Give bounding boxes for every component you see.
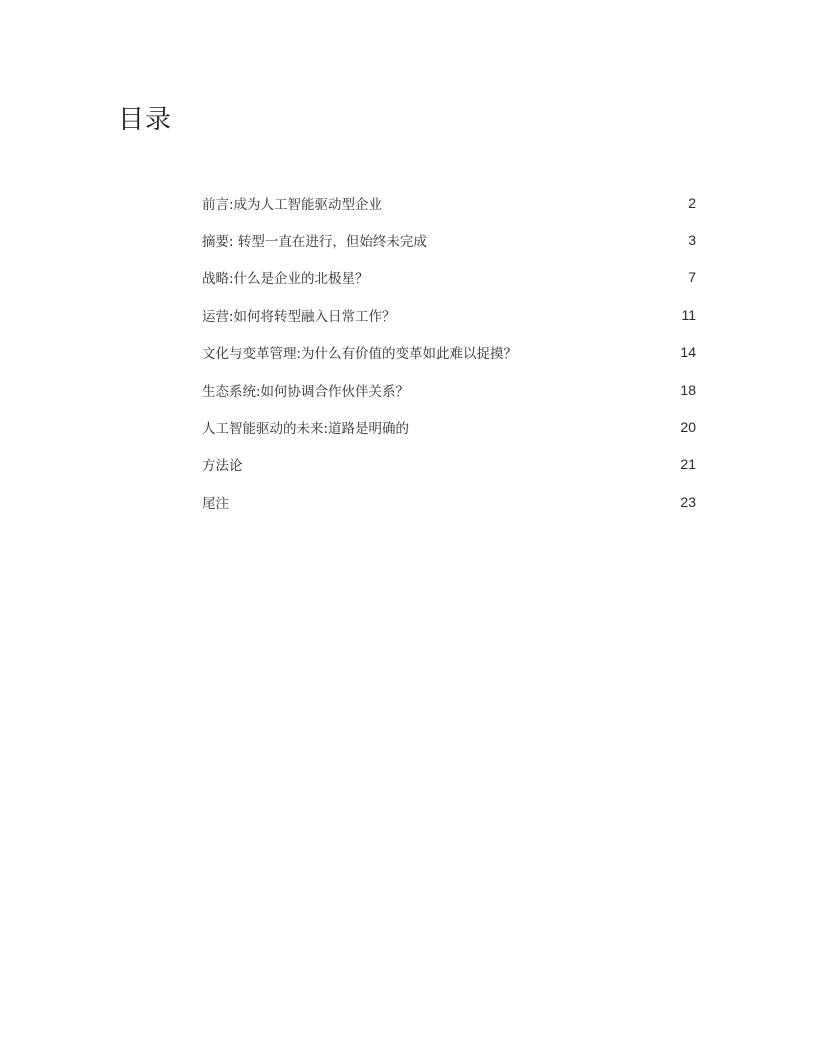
toc-entry-future[interactable]	[202, 408, 696, 445]
toc-entry-page: 21	[680, 456, 696, 473]
toc-entry-page: 14	[680, 344, 696, 361]
toc-entry-endnotes[interactable]	[202, 483, 696, 520]
toc-entry-title: 尾注	[202, 495, 229, 512]
toc-entry-ecosystem[interactable]	[202, 371, 696, 408]
toc-entry-title: 人工智能驱动的未来:道路是明确的	[202, 421, 410, 438]
toc-entry-page: 18	[680, 381, 696, 398]
toc-entry-title: 方法论	[202, 458, 243, 475]
toc-entry-title: 摘要: 转型一直在进行，但始终未完成	[202, 234, 427, 251]
toc-entry-operations[interactable]	[202, 296, 696, 333]
page-title: 目录	[118, 105, 173, 135]
toc-entry-page: 3	[688, 232, 696, 249]
toc-entry-foreword[interactable]	[202, 184, 696, 221]
toc-entry-page: 2	[688, 194, 696, 211]
toc-entry-page: 20	[680, 419, 696, 436]
toc-entry-culture[interactable]	[202, 334, 696, 371]
toc-entry-page: 11	[681, 306, 696, 323]
toc-entry-title: 战略:什么是企业的北极星？	[202, 271, 369, 288]
toc-entry-strategy[interactable]	[202, 259, 696, 296]
table-of-contents	[202, 184, 696, 521]
toc-entry-title: 生态系统:如何协调合作伙伴关系？	[202, 383, 410, 400]
toc-entry-page: 7	[688, 269, 696, 286]
toc-entry-page: 23	[680, 493, 696, 510]
toc-entry-title: 文化与变革管理:为什么有价值的变革如此难以捉摸？	[202, 346, 518, 363]
toc-entry-title: 前言:成为人工智能驱动型企业	[202, 196, 383, 213]
toc-entry-methodology[interactable]	[202, 446, 696, 483]
toc-entry-title: 运营:如何将转型融入日常工作？	[202, 308, 396, 325]
toc-entry-summary[interactable]	[202, 221, 696, 258]
